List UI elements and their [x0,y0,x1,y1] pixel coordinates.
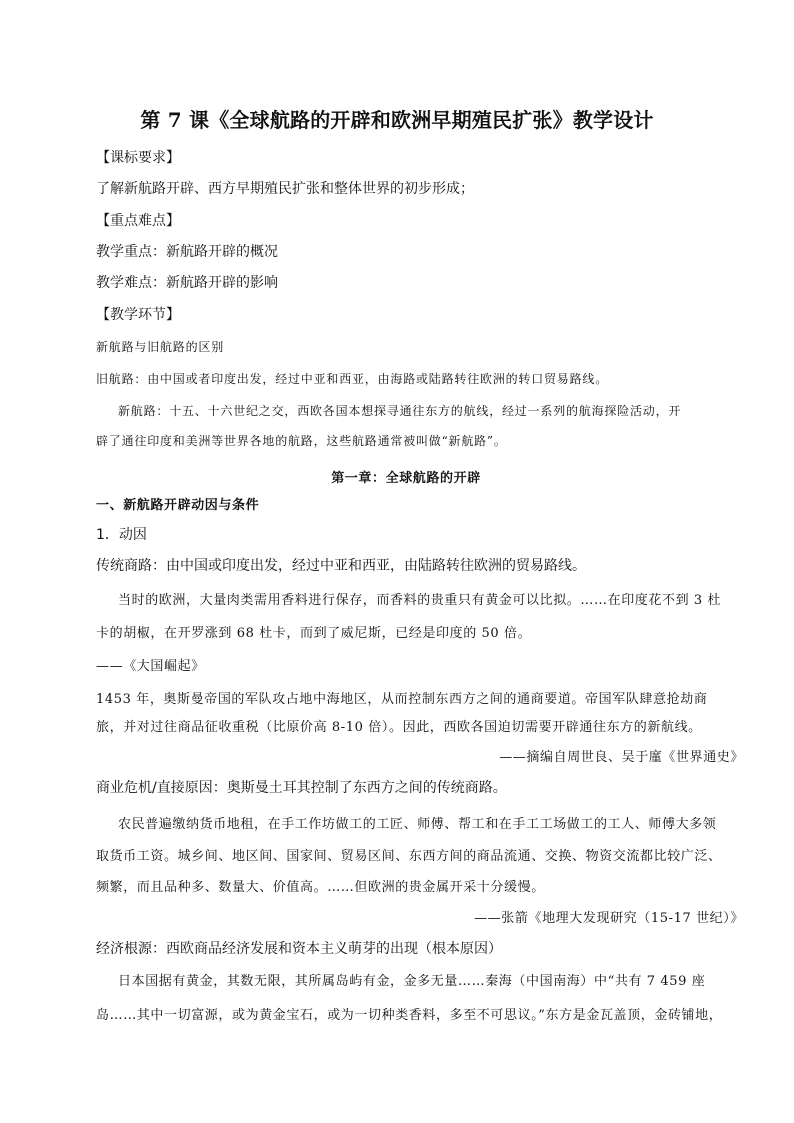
quote2-line-2: 旅，并对过往商品征收重税（比原价高 8-10 倍）。因此，西欧各国迫切需要开辟通往东方的新航线。 [96,720,702,735]
quote2-line-1: 1453 年，奥斯曼帝国的军队攻占地中海地区，从而控制东西方之间的通商要道。帝国军队肆意抢劫商 [96,692,708,707]
old-route: 旧航路：由中国或者印度出发，经过中亚和西亚，由海路或陆路转往欧洲的转口贸易路线。 [96,372,609,386]
curriculum-text: 了解新航路开辟、西方早期殖民扩张和整体世界的初步形成； [96,181,474,197]
key-point: 教学重点：新航路开辟的概况 [96,244,278,260]
curriculum-heading: 【课标要求】 [96,150,180,166]
quote4-line-1: 日本国据有黄金，其数无限，其所属岛屿有金，金多无量……秦海（中国南海）中“共有 7 459 座 [118,974,706,989]
new-route-line-2: 辟了通往印度和美洲等世界各地的航路，这些航路通常被叫做“新航路”。 [96,434,507,448]
new-route-line-1: 新航路：十五、十六世纪之交，西欧各国本想探寻通往东方的航线，经过一系列的航海探险活动，开 [118,404,682,418]
chapter-heading: 第一章：全球航路的开辟 [331,471,481,486]
difficult-point: 教学难点：新航路开辟的影响 [96,275,278,291]
quote1-line-1: 当时的欧洲，大量肉类需用香料进行保存，而香料的贵重只有黄金可以比拟。……在印度花不到 3 杜 [118,593,722,608]
process-heading: 【教学环节】 [96,307,180,323]
quote3-source: ——张箭《地理大发现研究（15-17 世纪）》 [474,911,744,926]
quote4-line-2: 岛……其中一切富源，或为黄金宝石，或为一切种类香料，多至不可思议。”东方是金瓦盖顶，金砖铺地， [96,1008,723,1023]
keypoints-heading: 【重点难点】 [96,213,180,229]
document-title: 第 7 课《全球航路的开辟和欧洲早期殖民扩张》教学设计 [140,108,654,132]
quote1-line-2: 卡的胡椒，在开罗涨到 68 杜卡，而到了威尼斯，已经是印度的 50 倍。 [96,626,532,641]
quote1-source: ——《大国崛起》 [96,659,205,674]
route-difference: 新航路与旧航路的区别 [96,340,225,354]
traditional-route: 传统商路：由中国或印度出发，经过中亚和西亚，由陆路转往欧洲的贸易路线。 [96,558,586,574]
quote3-line-3: 频繁，而且品种多、数量大、价值高。……但欧洲的贵金属开采十分缓慢。 [96,880,545,895]
quote3-line-2: 取货币工资。城乡间、地区间、国家间、贸易区间、东西方间的商品流通、交换、物资交流都比较广泛、 [96,849,722,864]
motive-heading: 1．动因 [96,527,147,543]
quote2-source: ——摘编自周世良、吴于廑《世界通史》 [499,750,744,765]
commercial-crisis: 商业危机/直接原因：奥斯曼土耳其控制了东西方之间的传统商路。 [96,780,507,796]
economic-root: 经济根源：西欧商品经济发展和资本主义萌芽的出现（根本原因） [96,941,502,957]
quote3-line-1: 农民普遍缴纳货币地租，在手工作坊做工的工匠、师傅、帮工和在手工工场做工的工人、师傅大多领 [118,817,717,832]
part-heading: 一、新航路开辟动因与条件 [96,498,260,513]
